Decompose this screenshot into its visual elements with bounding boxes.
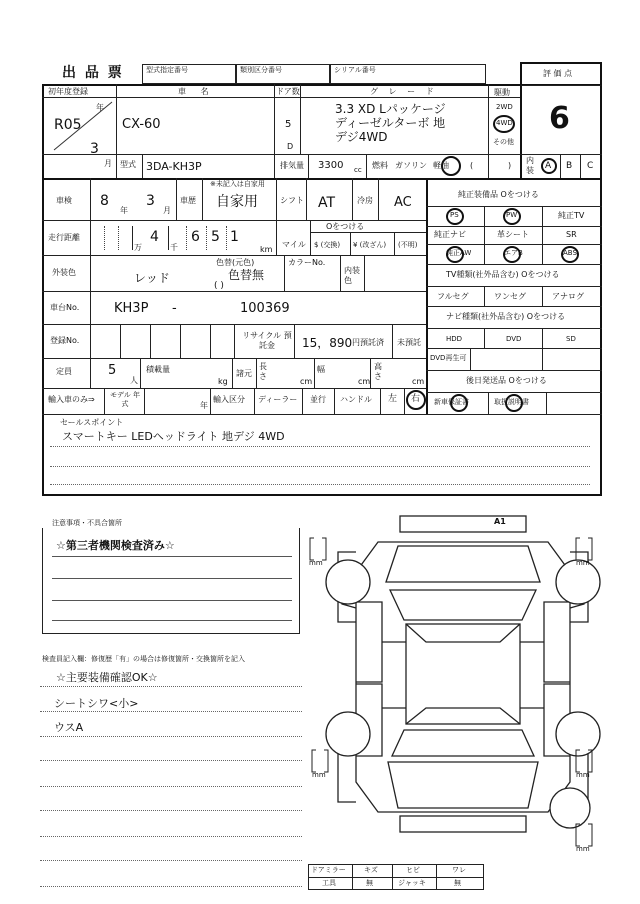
displacement-unit: cc [354, 166, 362, 174]
tread-unit-spare: mm [576, 845, 590, 853]
exterior-color-label: 外装色 [52, 268, 76, 277]
mileage-label: 走行距離 [48, 233, 80, 242]
dims-label: 諸元 [236, 369, 252, 378]
mileage-digit-5: 6 [191, 229, 200, 245]
displacement-value: 3300 [318, 160, 344, 171]
dims-width-unit: cm [358, 377, 371, 386]
car-name-value: CX-60 [122, 117, 161, 132]
oem-leather: 革シート [497, 230, 529, 239]
mileage-opt-unknown: (不明) [398, 241, 418, 249]
repaint-value: 色替無 [228, 268, 265, 282]
model-year-char: 年 [200, 401, 208, 410]
capacity-unit: 人 [130, 376, 138, 385]
model-year-label: モデル 年式 [110, 391, 140, 408]
load-kg-unit: kg [218, 377, 228, 386]
oem-pw: PW [506, 211, 518, 219]
shaken-month-char: 月 [163, 206, 171, 215]
table-jack-value: 無 [454, 879, 461, 887]
model-value: 3DA-KH3P [146, 160, 202, 173]
drive-option-4wd: 4WD [496, 119, 513, 127]
fuel-diesel: 軽油 [433, 161, 449, 170]
oem-aw: 純正AW [446, 249, 472, 257]
dims-height-label: 高さ [374, 362, 382, 381]
chassis-dash: - [172, 301, 177, 316]
mileage-opt-exchange: $ (交換) [314, 241, 341, 249]
tread-unit-rear-left: mm [312, 771, 326, 779]
shaken-year-char: 年 [120, 206, 128, 215]
load-label: 積載量 [146, 365, 170, 374]
oem-navi: 純正ナビ [434, 230, 466, 239]
dims-length-unit: cm [300, 377, 313, 386]
navi-hdd: HDD [446, 335, 463, 343]
drive-option-other: その他 [493, 138, 514, 146]
mileage-sen-char: 千 [170, 243, 178, 252]
notes-line-1: ☆第三者機関検査済み☆ [56, 539, 175, 552]
dims-height-unit: cm [412, 377, 425, 386]
first-reg-era-year: R05 [54, 117, 82, 133]
shift-value: AT [318, 195, 336, 211]
shaken-year: 8 [100, 193, 109, 209]
first-reg-month-char: 月 [104, 159, 112, 168]
mileage-digit-6: 5 [211, 229, 220, 245]
ac-value: AC [394, 195, 412, 210]
import-type-label: 輸入区分 [213, 395, 245, 404]
interior-grade-b: B [566, 161, 573, 171]
mileage-mark-instruction: Oをつける [326, 222, 365, 231]
oem-equipment-title: 純正装備品 Oをつける [458, 190, 539, 199]
tv-analog: アナログ [552, 292, 584, 301]
oem-tv: 純正TV [558, 211, 585, 220]
door-count-label: ドア数 [276, 87, 300, 96]
navi-sd: SD [566, 335, 576, 343]
tv-oneseg: ワンセグ [494, 292, 526, 301]
grade-line-3: デジ4WD [335, 130, 388, 144]
handle-label: ハンドル [340, 395, 372, 404]
navi-dvd: DVD [506, 335, 522, 343]
chassis-prefix: KH3P [114, 301, 149, 316]
fuel-label: 燃料 [372, 161, 388, 170]
table-tools: 工具 [322, 879, 336, 887]
exterior-color-value: レッド [134, 271, 170, 285]
reg-no-label: 登録No. [50, 336, 80, 345]
mileage-km-unit: km [260, 245, 273, 254]
oem-sunroof: SR [566, 230, 577, 239]
model-label: 型式 [120, 160, 136, 169]
recycle-paid: 円預託済 [352, 338, 384, 347]
displacement-label: 排気量 [280, 161, 304, 170]
mileage-opt-mile: マイル [282, 240, 306, 249]
import-type-parallel: 並行 [310, 395, 326, 404]
mileage-opt-tampered: ¥ (改ざん) [353, 241, 387, 249]
later-manual: 取扱説明書 [494, 398, 529, 406]
import-only-label: 輸入車のみ⇒ [48, 395, 95, 404]
history-label: 車歴 [180, 196, 196, 205]
shaken-label: 車検 [56, 196, 72, 205]
tv-type-title: TV種類(社外品含む) Oをつける [446, 270, 560, 279]
table-tools-value: 無 [366, 879, 373, 887]
interior-grade-label: 内装 [526, 156, 534, 175]
first-reg-month: 3 [90, 141, 99, 157]
sales-point-label: セールスポイント [60, 418, 124, 427]
drive-label: 駆動 [494, 88, 510, 97]
table-door-mirror: ドアミラー [311, 866, 346, 874]
fuel-gasoline: ガソリン [395, 161, 427, 170]
grade-label: グ レ ー ド [370, 87, 438, 96]
first-reg-label: 初年度登録 [48, 87, 88, 96]
handle-right: 右 [411, 394, 421, 404]
tread-unit-rear-right: mm [576, 771, 590, 779]
table-crack: ヒビ [406, 866, 420, 874]
ac-label: 冷房 [357, 196, 373, 205]
first-reg-year-char: 年 [96, 103, 104, 112]
interior-color-label: 内装色 [344, 266, 360, 285]
recycle-amount: 15，890 [302, 336, 353, 350]
eval-label: 評 価 点 [543, 69, 573, 78]
color-no-label: カラーNo. [288, 258, 326, 267]
oem-airbag: エアB [504, 249, 523, 257]
dims-length-label: 長さ [259, 362, 267, 381]
mileage-man-char: 万 [134, 243, 142, 252]
later-warranty: 新車保証書 [434, 398, 469, 406]
navi-type-title: ナビ種類(社外品含む) Oをつける [446, 312, 566, 321]
tv-fullseg: フルセグ [437, 292, 469, 301]
history-value: 自家用 [216, 194, 258, 210]
private-note: ※未記入は自家用 [210, 180, 265, 188]
inspector-line-2: シートシワ<小> [54, 697, 139, 710]
table-jack: ジャッキ [398, 879, 426, 887]
repaint-label: 色替(元色) [216, 258, 255, 267]
mileage-digit-7: 1 [230, 229, 239, 245]
door-count-unit: D [287, 142, 294, 151]
mileage-digit-4: 4 [150, 229, 159, 245]
oem-abs: ABS [563, 249, 577, 257]
interior-grade-a: A [545, 161, 552, 171]
recycle-unpaid: 未預託 [397, 338, 421, 347]
grade-line-2: ディーゼルターボ 地 [335, 116, 446, 130]
later-shipment-title: 後日発送品 Oをつける [466, 376, 547, 385]
type-designation-label: 型式指定番号 [146, 66, 188, 74]
table-scratch: キズ [364, 866, 378, 874]
shift-label: シフト [280, 196, 304, 205]
inspector-line-1: ☆主要装備確認OK☆ [56, 671, 158, 684]
chassis-number: 100369 [240, 301, 290, 316]
repaint-paren: ( ) [214, 281, 224, 291]
capacity-value: 5 [108, 363, 117, 378]
shaken-month: 3 [146, 193, 155, 209]
car-name-label: 車 名 [178, 87, 215, 96]
dvd-playback-label: DVD再生可 [430, 354, 467, 362]
notes-label: 注意事項・不具合箇所 [52, 519, 122, 527]
eval-score: 6 [549, 101, 570, 136]
dims-width-label: 幅 [317, 365, 325, 374]
inspector-line-3: ウスA [54, 721, 84, 734]
door-count-value: 5 [285, 119, 292, 130]
drive-option-2wd: 2WD [496, 103, 513, 111]
category-number-label: 類別区分番号 [240, 66, 282, 74]
recycle-label: リサイクル 預託金 [242, 331, 292, 350]
tread-unit-front-right: mm [576, 559, 590, 567]
fuel-selected-circle [441, 156, 461, 176]
inspector-label: 検査員記入欄：修復歴「有」の場合は修復箇所・交換箇所を記入 [42, 655, 245, 663]
interior-grade-c: C [587, 161, 594, 171]
import-type-dealer: ディーラー [258, 395, 298, 404]
grade-line-1: 3.3 XD Lパッケージ [335, 102, 446, 116]
table-break: ワレ [452, 866, 466, 874]
car-diagram [308, 512, 618, 842]
chassis-label: 車台No. [50, 303, 80, 312]
sales-point-text: スマートキー LEDヘッドライト 地デジ 4WD [62, 430, 285, 443]
page-title: 出 品 票 [62, 65, 124, 81]
tread-unit-front-left: mm [309, 559, 323, 567]
capacity-label: 定員 [56, 367, 72, 376]
diagram-mark-a1: A1 [494, 517, 506, 526]
handle-left: 左 [388, 394, 398, 404]
oem-ps: PS [450, 211, 459, 219]
serial-number-label: シリアル番号 [334, 66, 376, 74]
